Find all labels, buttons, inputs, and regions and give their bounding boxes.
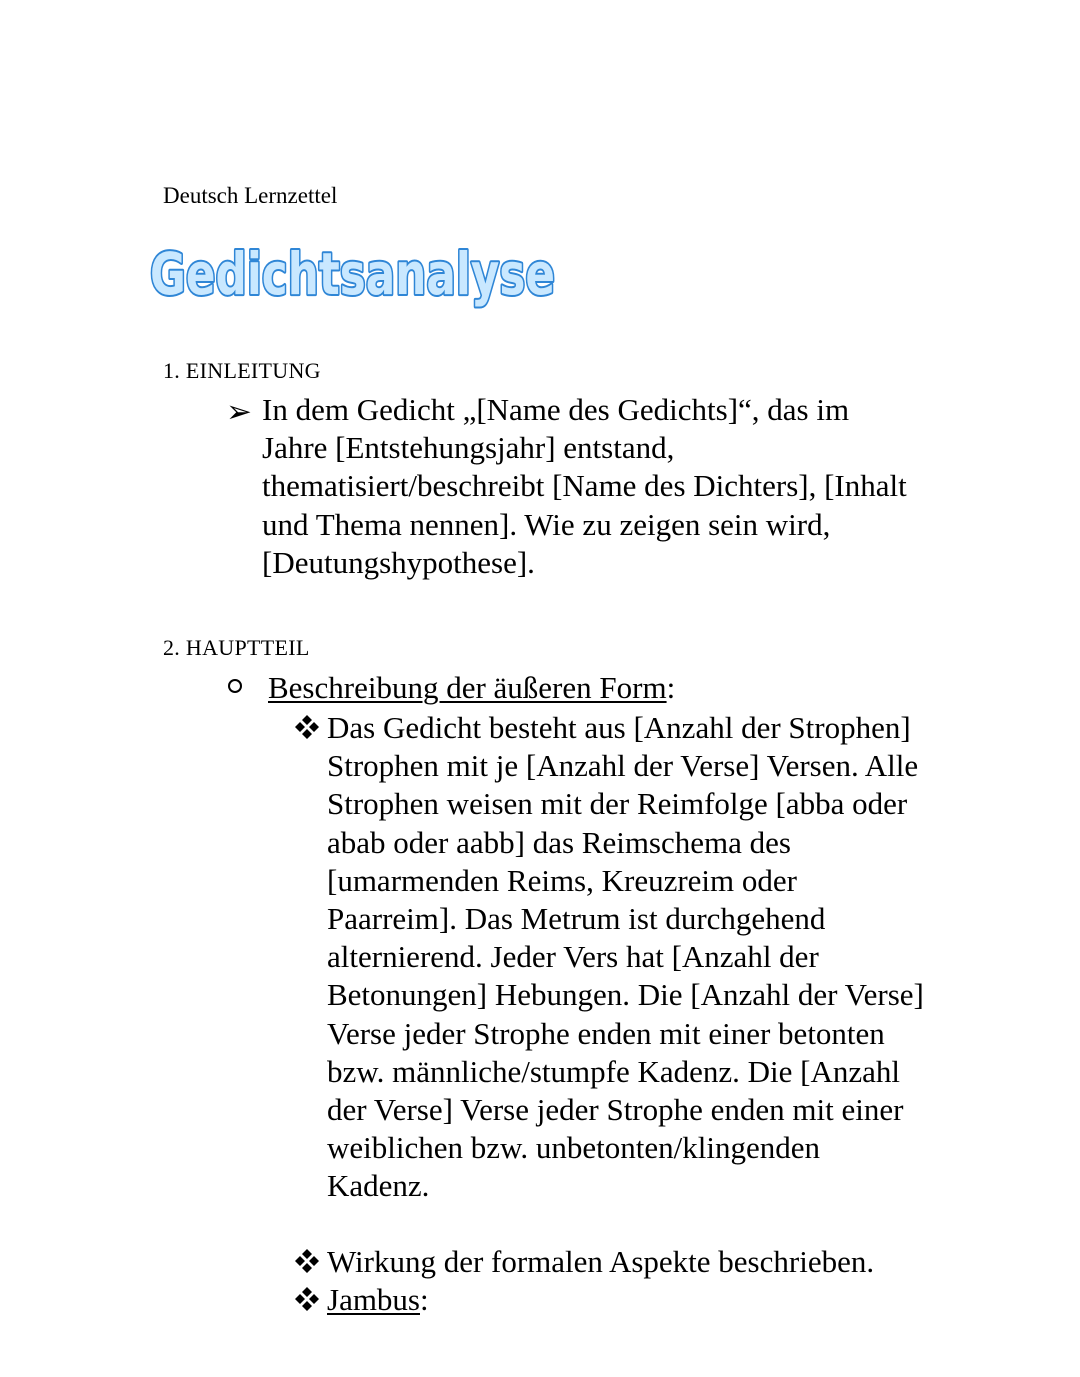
- subheading-aeussere-form: [268, 669, 675, 707]
- intro-paragraph: In dem Gedicht „[Name des Gedichts]“, das im Jahre [Entstehungsjahr] entstand, thematisiert/beschreibt [Name des Dichters], [Inhalt und Thema nennen]. Wie zu zeigen sein wird, [Deutungshypothese].: [262, 392, 907, 580]
- subheading-colon: :: [666, 670, 676, 705]
- circle-bullet-icon: [228, 679, 242, 693]
- subheading-label: Beschreibung der äußeren Form: [268, 670, 667, 705]
- section-heading-einleitung: 1. EINLEITUNG: [163, 358, 321, 383]
- form-description-paragraph: Das Gedicht besteht aus [Anzahl der Strophen] Strophen mit je [Anzahl der Verse] Versen. Alle Strophen weisen mit der Reimfolge [abba oder abab oder aabb] das Reimschema des [umarmenden Reims, Kreuzreim oder Paarreim]. Das Metrum ist durchgehend alternierend. Jeder Vers hat [Anzahl der Betonungen] Hebungen. Die [Anzahl der Verse] Verse jeder Strophe enden mit einer betonten bzw. männliche/stumpfe Kadenz. Die [Anzahl der Verse] Verse jeder Strophe enden mit einer weiblichen bzw. unbetonten/klingenden Kadenz.: [327, 710, 924, 1204]
- diamond-bullet-icon: [293, 1246, 323, 1276]
- jambus-colon: :: [420, 1282, 429, 1317]
- document-header: Deutsch Lernzettel: [163, 183, 338, 208]
- section-heading-hauptteil: 2. HAUPTTEIL: [163, 635, 310, 660]
- title-wordart: [148, 232, 628, 328]
- diamond-bullet-icon: [293, 712, 323, 742]
- jambus-label: Jambus: [327, 1282, 420, 1317]
- arrow-bullet-icon: ➢: [226, 394, 252, 430]
- diamond-bullet-icon: [293, 1284, 323, 1314]
- jambus-line: [327, 1281, 429, 1319]
- effect-line: Wirkung der formalen Aspekte beschrieben.: [327, 1244, 875, 1279]
- document-title: [148, 232, 628, 328]
- title-text: Gedichtsanalyse: [150, 240, 555, 308]
